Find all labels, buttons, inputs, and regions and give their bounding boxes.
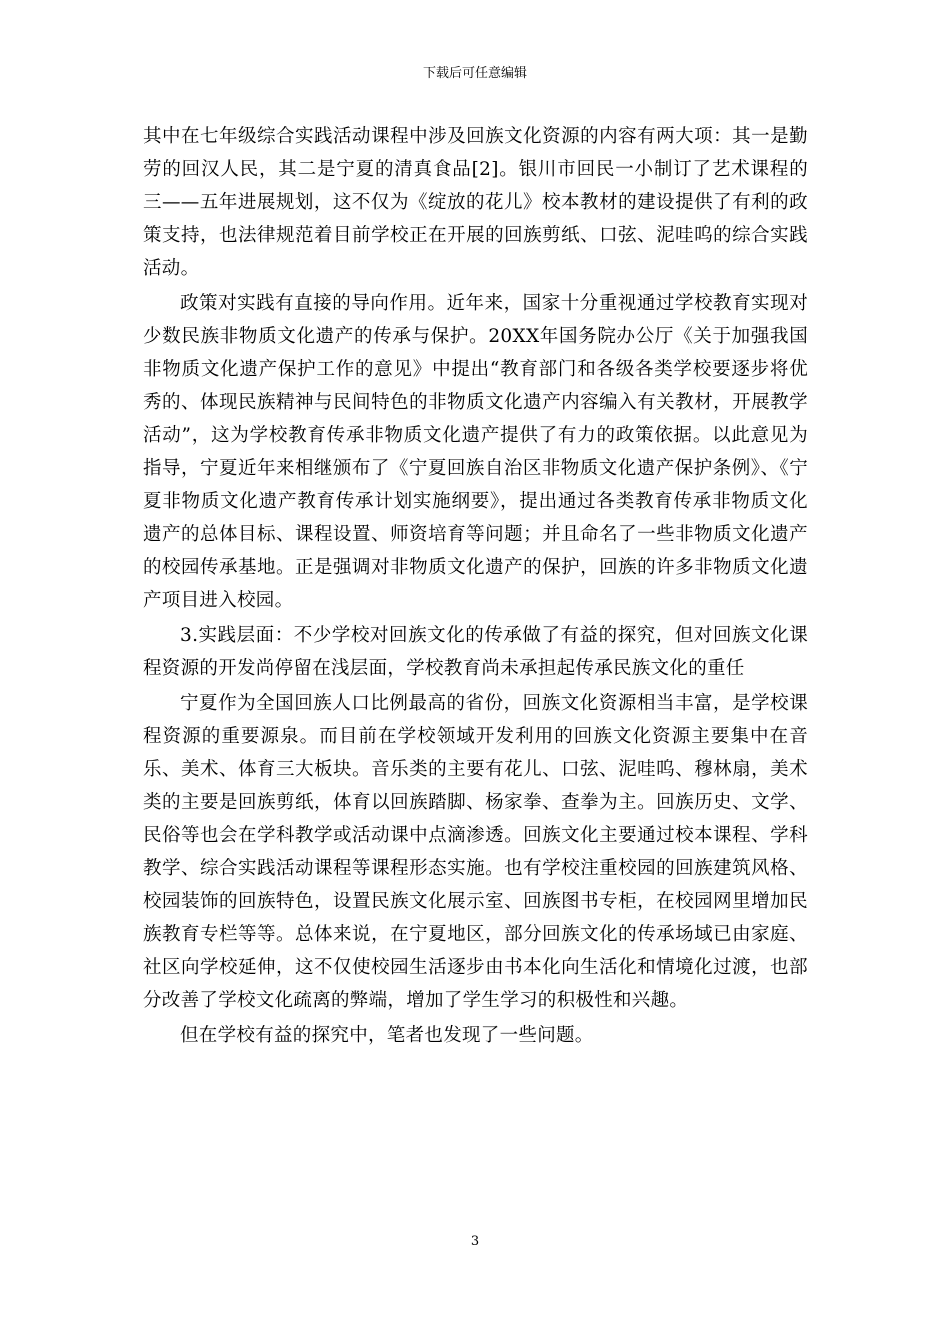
paragraph-1: 其中在七年级综合实践活动课程中涉及回族文化资源的内容有两大项：其一是勤劳的回汉人民，其二是宁夏的清真食品[2]。银川市回民一小制订了艺术课程的三——五年进展规划，这不仅为《绽放的花儿》校本教材的建设提供了有利的政策支持，也法律规范着目前学校正在开展的回族剪纸、口弦、泥哇呜的综合实践活动。 xyxy=(143,126,808,279)
document-body xyxy=(143,120,808,1054)
paragraph-2: 政策对实践有直接的导向作用。近年来，国家十分重视通过学校教育实现对少数民族非物质文化遗产的传承与保护。20XX年国务院办公厅《关于加强我国非物质文化遗产保护工作的意见》中提出“教育部门和各级各类学校要逐步将优秀的、体现民族精神与民间特色的非物质文化遗产内容编入有关教材，开展教学活动”，这为学校教育传承非物质文化遗产提供了有力的政策依据。以此意见为指导，宁夏近年来相继颁布了《宁夏回族自治区非物质文化遗产保护条例》、《宁夏非物质文化遗产教育传承计划实施纲要》，提出通过各类教育传承非物质文化遗产的总体目标、课程设置、师资培育等问题；并且命名了一些非物质文化遗产的校园传承基地。正是强调对非物质文化遗产的保护，回族的许多非物质文化遗产项目进入校园。 xyxy=(143,293,808,611)
paragraph-3-heading: 3.实践层面：不少学校对回族文化的传承做了有益的探究，但对回族文化课程资源的开发尚停留在浅层面，学校教育尚未承担起传承民族文化的重任 xyxy=(143,625,808,679)
page-number: 3 xyxy=(470,1234,480,1249)
page-header: 下载后可任意编辑 xyxy=(422,66,527,81)
paragraph-5: 但在学校有益的探究中，笔者也发现了一些问题。 xyxy=(180,1025,594,1046)
paragraph-4: 宁夏作为全国回族人口比例最高的省份，回族文化资源相当丰富，是学校课程资源的重要源泉。而目前在学校领域开发利用的回族文化资源主要集中在音乐、美术、体育三大板块。音乐类的主要有花儿、口弦、泥哇呜、穆林扇，美术类的主要是回族剪纸，体育以回族踏脚、杨家拳、查拳为主。回族历史、文学、民俗等也会在学科教学或活动课中点滴渗透。回族文化主要通过校本课程、学科教学、综合实践活动课程等课程形态实施。也有学校注重校园的回族建筑风格、校园装饰的回族特色，设置民族文化展示室、回族图书专柜，在校园网里增加民族教育专栏等等。总体来说，在宁夏地区，部分回族文化的传承场域已由家庭、社区向学校延伸，这不仅使校园生活逐步由书本化向生活化和情境化过渡，也部分改善了学校文化疏离的弊端，增加了学生学习的积极性和兴趣。 xyxy=(143,693,808,1011)
